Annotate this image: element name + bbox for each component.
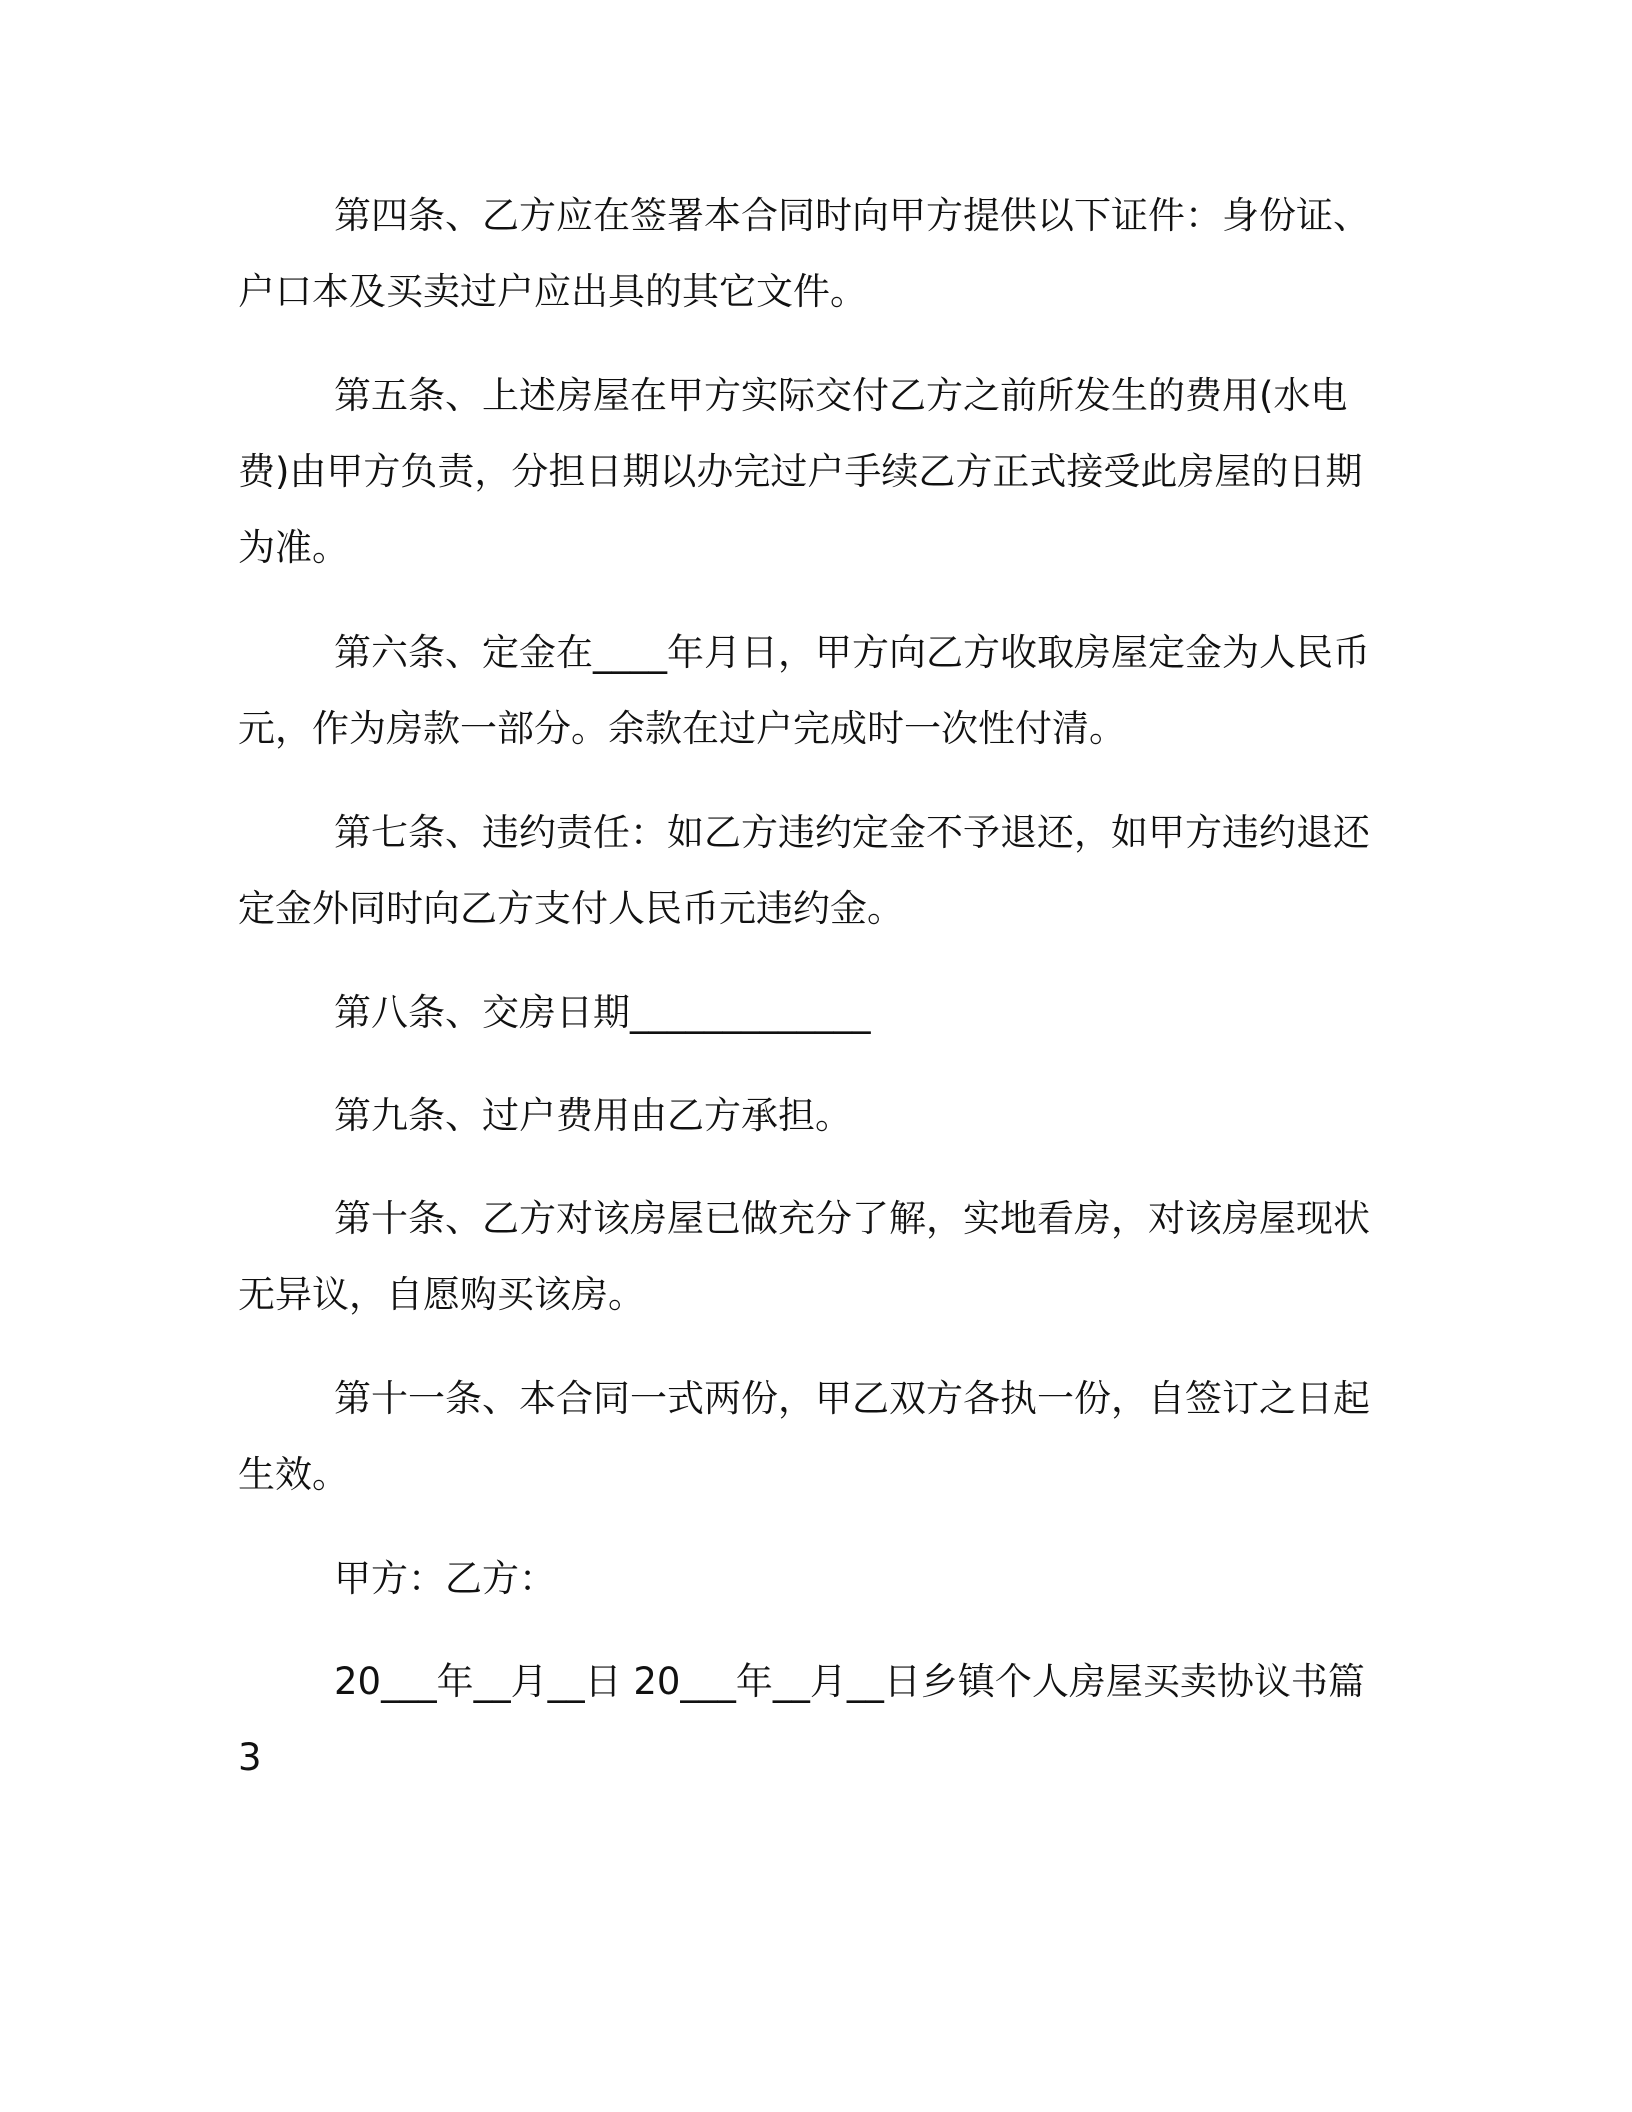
article-6-paragraph: 第六条、定金在____年月日，甲方向乙方收取房屋定金为人民币元，作为房款一部分。余款在过户完成时一次性付清。 xyxy=(238,631,1370,750)
article-5-paragraph: 第五条、上述房屋在甲方实际交付乙方之前所发生的费用(水电费)由甲方负责，分担日期以办完过户手续乙方正式接受此房屋的日期为准。 xyxy=(238,374,1363,569)
article-4-paragraph: 第四条、乙方应在签署本合同时向甲方提供以下证件：身份证、户口本及买卖过户应出具的其它文件。 xyxy=(238,194,1370,313)
date-and-next-title-paragraph: 20___年__月__日 20___年__月__日乡镇个人房屋买卖协议书篇 3 xyxy=(238,1660,1365,1779)
article-8-paragraph: 第八条、交房日期_____________ xyxy=(334,991,871,1034)
article-7-paragraph: 第七条、违约责任：如乙方违约定金不予退还，如甲方违约退还定金外同时向乙方支付人民币元违约金。 xyxy=(238,811,1370,930)
article-9-paragraph: 第九条、过户费用由乙方承担。 xyxy=(334,1094,852,1137)
signature-parties-line: 甲方：乙方： xyxy=(334,1557,556,1600)
article-11-paragraph: 第十一条、本合同一式两份，甲乙双方各执一份，自签订之日起生效。 xyxy=(238,1377,1370,1496)
article-10-paragraph: 第十条、乙方对该房屋已做充分了解，实地看房，对该房屋现状无异议，自愿购买该房。 xyxy=(238,1197,1370,1316)
